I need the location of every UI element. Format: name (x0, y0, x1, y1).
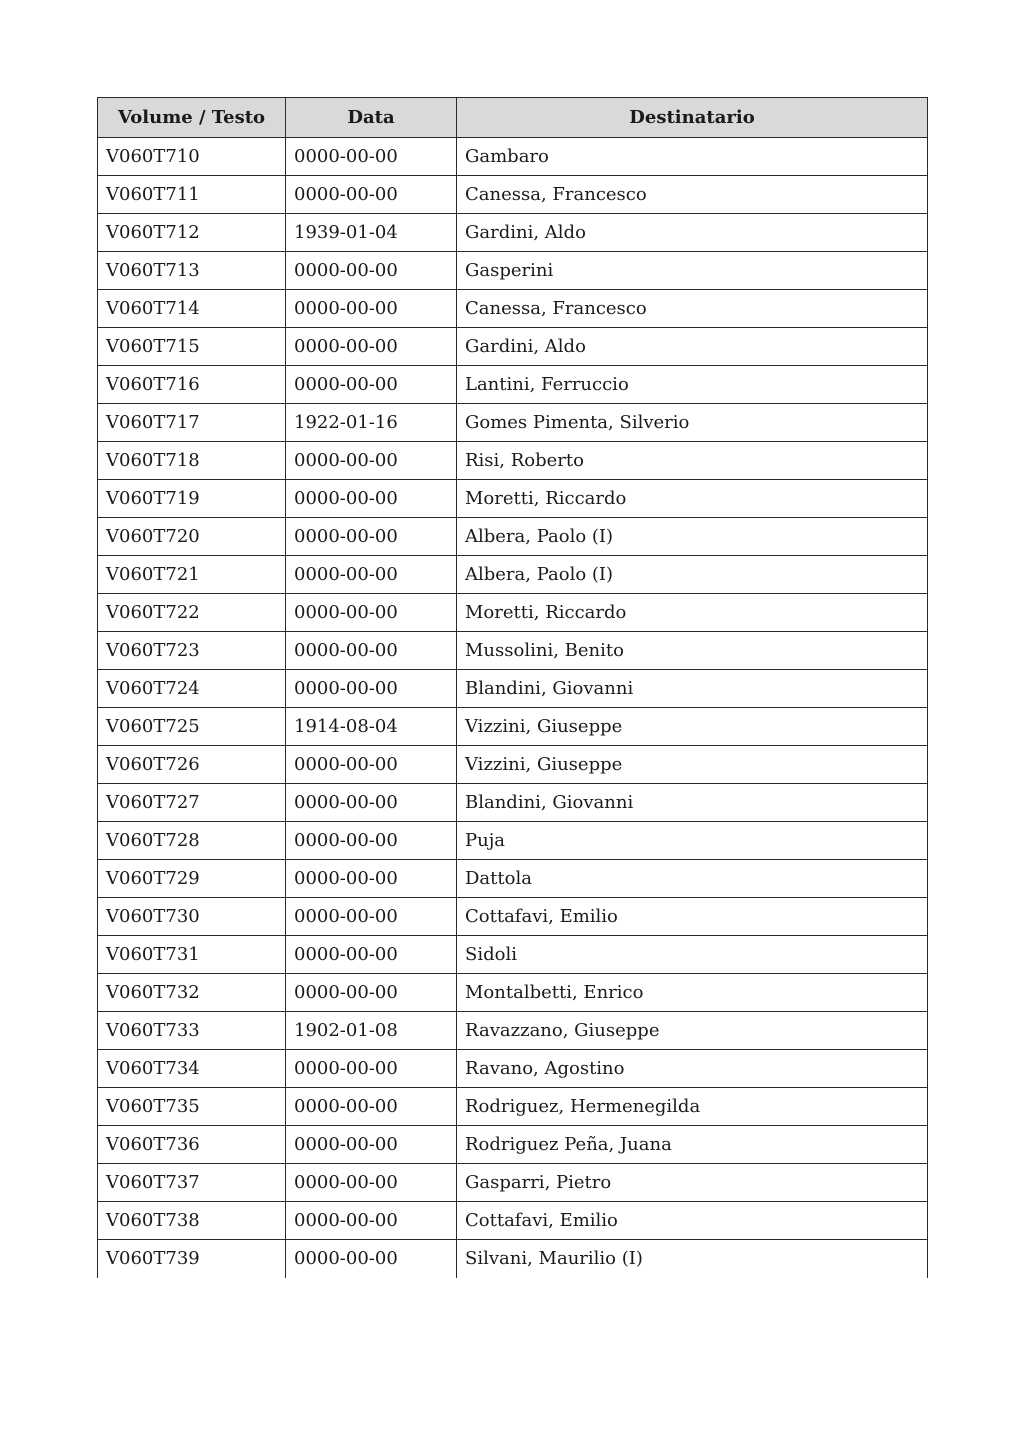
cell-destinatario: Lantini, Ferruccio (457, 366, 928, 404)
cell-destinatario: Albera, Paolo (I) (457, 556, 928, 594)
cell-data: 0000-00-00 (286, 822, 457, 860)
cell-volume-testo: V060T716 (98, 366, 286, 404)
table-row (98, 632, 928, 670)
cell-volume-testo: V060T731 (98, 936, 286, 974)
table-row (98, 974, 928, 1012)
cell-data: 0000-00-00 (286, 746, 457, 784)
cell-volume-testo: V060T714 (98, 290, 286, 328)
table-row (98, 898, 928, 936)
cell-destinatario: Gardini, Aldo (457, 214, 928, 252)
table-row (98, 366, 928, 404)
table-row (98, 1050, 928, 1088)
letters-index-table (97, 97, 928, 1278)
table-row (98, 328, 928, 366)
cell-destinatario: Rodriguez Peña, Juana (457, 1126, 928, 1164)
cell-volume-testo: V060T715 (98, 328, 286, 366)
cell-destinatario: Cottafavi, Emilio (457, 898, 928, 936)
table-body (98, 138, 928, 1278)
table-row (98, 936, 928, 974)
cell-data: 0000-00-00 (286, 632, 457, 670)
cell-volume-testo: V060T720 (98, 518, 286, 556)
cell-data: 1914-08-04 (286, 708, 457, 746)
cell-destinatario: Vizzini, Giuseppe (457, 708, 928, 746)
table-row (98, 822, 928, 860)
cell-destinatario: Silvani, Maurilio (I) (457, 1240, 928, 1278)
cell-data: 0000-00-00 (286, 1164, 457, 1202)
table-row (98, 290, 928, 328)
cell-data: 0000-00-00 (286, 974, 457, 1012)
cell-data: 0000-00-00 (286, 898, 457, 936)
cell-volume-testo: V060T721 (98, 556, 286, 594)
table-row (98, 1164, 928, 1202)
cell-data: 0000-00-00 (286, 252, 457, 290)
cell-volume-testo: V060T737 (98, 1164, 286, 1202)
cell-data: 0000-00-00 (286, 1126, 457, 1164)
cell-volume-testo: V060T725 (98, 708, 286, 746)
cell-volume-testo: V060T728 (98, 822, 286, 860)
table-row (98, 670, 928, 708)
cell-data: 0000-00-00 (286, 670, 457, 708)
cell-volume-testo: V060T730 (98, 898, 286, 936)
column-header-volume-testo: Volume / Testo (98, 98, 286, 138)
cell-volume-testo: V060T719 (98, 480, 286, 518)
cell-destinatario: Risi, Roberto (457, 442, 928, 480)
cell-volume-testo: V060T738 (98, 1202, 286, 1240)
table-row (98, 138, 928, 176)
cell-volume-testo: V060T736 (98, 1126, 286, 1164)
cell-destinatario: Sidoli (457, 936, 928, 974)
cell-destinatario: Albera, Paolo (I) (457, 518, 928, 556)
cell-destinatario: Blandini, Giovanni (457, 784, 928, 822)
cell-volume-testo: V060T718 (98, 442, 286, 480)
table-row (98, 784, 928, 822)
table-row (98, 404, 928, 442)
cell-destinatario: Rodriguez, Hermenegilda (457, 1088, 928, 1126)
cell-destinatario: Gardini, Aldo (457, 328, 928, 366)
cell-destinatario: Gomes Pimenta, Silverio (457, 404, 928, 442)
cell-data: 0000-00-00 (286, 1050, 457, 1088)
cell-data: 0000-00-00 (286, 936, 457, 974)
cell-data: 0000-00-00 (286, 138, 457, 176)
cell-destinatario: Mussolini, Benito (457, 632, 928, 670)
table-row (98, 1126, 928, 1164)
cell-data: 0000-00-00 (286, 594, 457, 632)
cell-data: 0000-00-00 (286, 442, 457, 480)
cell-destinatario: Blandini, Giovanni (457, 670, 928, 708)
cell-volume-testo: V060T733 (98, 1012, 286, 1050)
cell-data: 1902-01-08 (286, 1012, 457, 1050)
cell-data: 0000-00-00 (286, 366, 457, 404)
cell-destinatario: Moretti, Riccardo (457, 480, 928, 518)
cell-destinatario: Montalbetti, Enrico (457, 974, 928, 1012)
table-row (98, 746, 928, 784)
cell-volume-testo: V060T713 (98, 252, 286, 290)
table-row (98, 1240, 928, 1278)
cell-volume-testo: V060T724 (98, 670, 286, 708)
table-row (98, 1012, 928, 1050)
cell-volume-testo: V060T739 (98, 1240, 286, 1278)
cell-data: 0000-00-00 (286, 556, 457, 594)
cell-data: 0000-00-00 (286, 1088, 457, 1126)
cell-volume-testo: V060T722 (98, 594, 286, 632)
cell-volume-testo: V060T712 (98, 214, 286, 252)
cell-volume-testo: V060T727 (98, 784, 286, 822)
cell-volume-testo: V060T732 (98, 974, 286, 1012)
cell-data: 0000-00-00 (286, 1202, 457, 1240)
cell-destinatario: Gambaro (457, 138, 928, 176)
cell-destinatario: Cottafavi, Emilio (457, 1202, 928, 1240)
table-row (98, 708, 928, 746)
cell-destinatario: Ravazzano, Giuseppe (457, 1012, 928, 1050)
table-row (98, 518, 928, 556)
table-header (98, 98, 928, 138)
cell-destinatario: Canessa, Francesco (457, 176, 928, 214)
table-row (98, 480, 928, 518)
cell-data: 1939-01-04 (286, 214, 457, 252)
cell-destinatario: Dattola (457, 860, 928, 898)
cell-data: 0000-00-00 (286, 784, 457, 822)
cell-destinatario: Moretti, Riccardo (457, 594, 928, 632)
cell-volume-testo: V060T717 (98, 404, 286, 442)
cell-destinatario: Gasperini (457, 252, 928, 290)
cell-destinatario: Vizzini, Giuseppe (457, 746, 928, 784)
header-row (98, 98, 928, 138)
cell-volume-testo: V060T711 (98, 176, 286, 214)
cell-volume-testo: V060T710 (98, 138, 286, 176)
cell-volume-testo: V060T734 (98, 1050, 286, 1088)
table-row (98, 860, 928, 898)
table-row (98, 176, 928, 214)
table-row (98, 1088, 928, 1126)
cell-destinatario: Puja (457, 822, 928, 860)
table-row (98, 214, 928, 252)
cell-data: 0000-00-00 (286, 328, 457, 366)
table-row (98, 556, 928, 594)
cell-volume-testo: V060T735 (98, 1088, 286, 1126)
table-row (98, 252, 928, 290)
cell-data: 0000-00-00 (286, 176, 457, 214)
cell-volume-testo: V060T723 (98, 632, 286, 670)
cell-destinatario: Canessa, Francesco (457, 290, 928, 328)
cell-data: 0000-00-00 (286, 1240, 457, 1278)
cell-data: 0000-00-00 (286, 290, 457, 328)
cell-data: 0000-00-00 (286, 518, 457, 556)
cell-destinatario: Gasparri, Pietro (457, 1164, 928, 1202)
cell-data: 0000-00-00 (286, 860, 457, 898)
column-header-destinatario: Destinatario (457, 98, 928, 138)
cell-data: 1922-01-16 (286, 404, 457, 442)
cell-data: 0000-00-00 (286, 480, 457, 518)
cell-volume-testo: V060T726 (98, 746, 286, 784)
table-row (98, 442, 928, 480)
cell-destinatario: Ravano, Agostino (457, 1050, 928, 1088)
cell-volume-testo: V060T729 (98, 860, 286, 898)
table-row (98, 594, 928, 632)
column-header-data: Data (286, 98, 457, 138)
table-row (98, 1202, 928, 1240)
